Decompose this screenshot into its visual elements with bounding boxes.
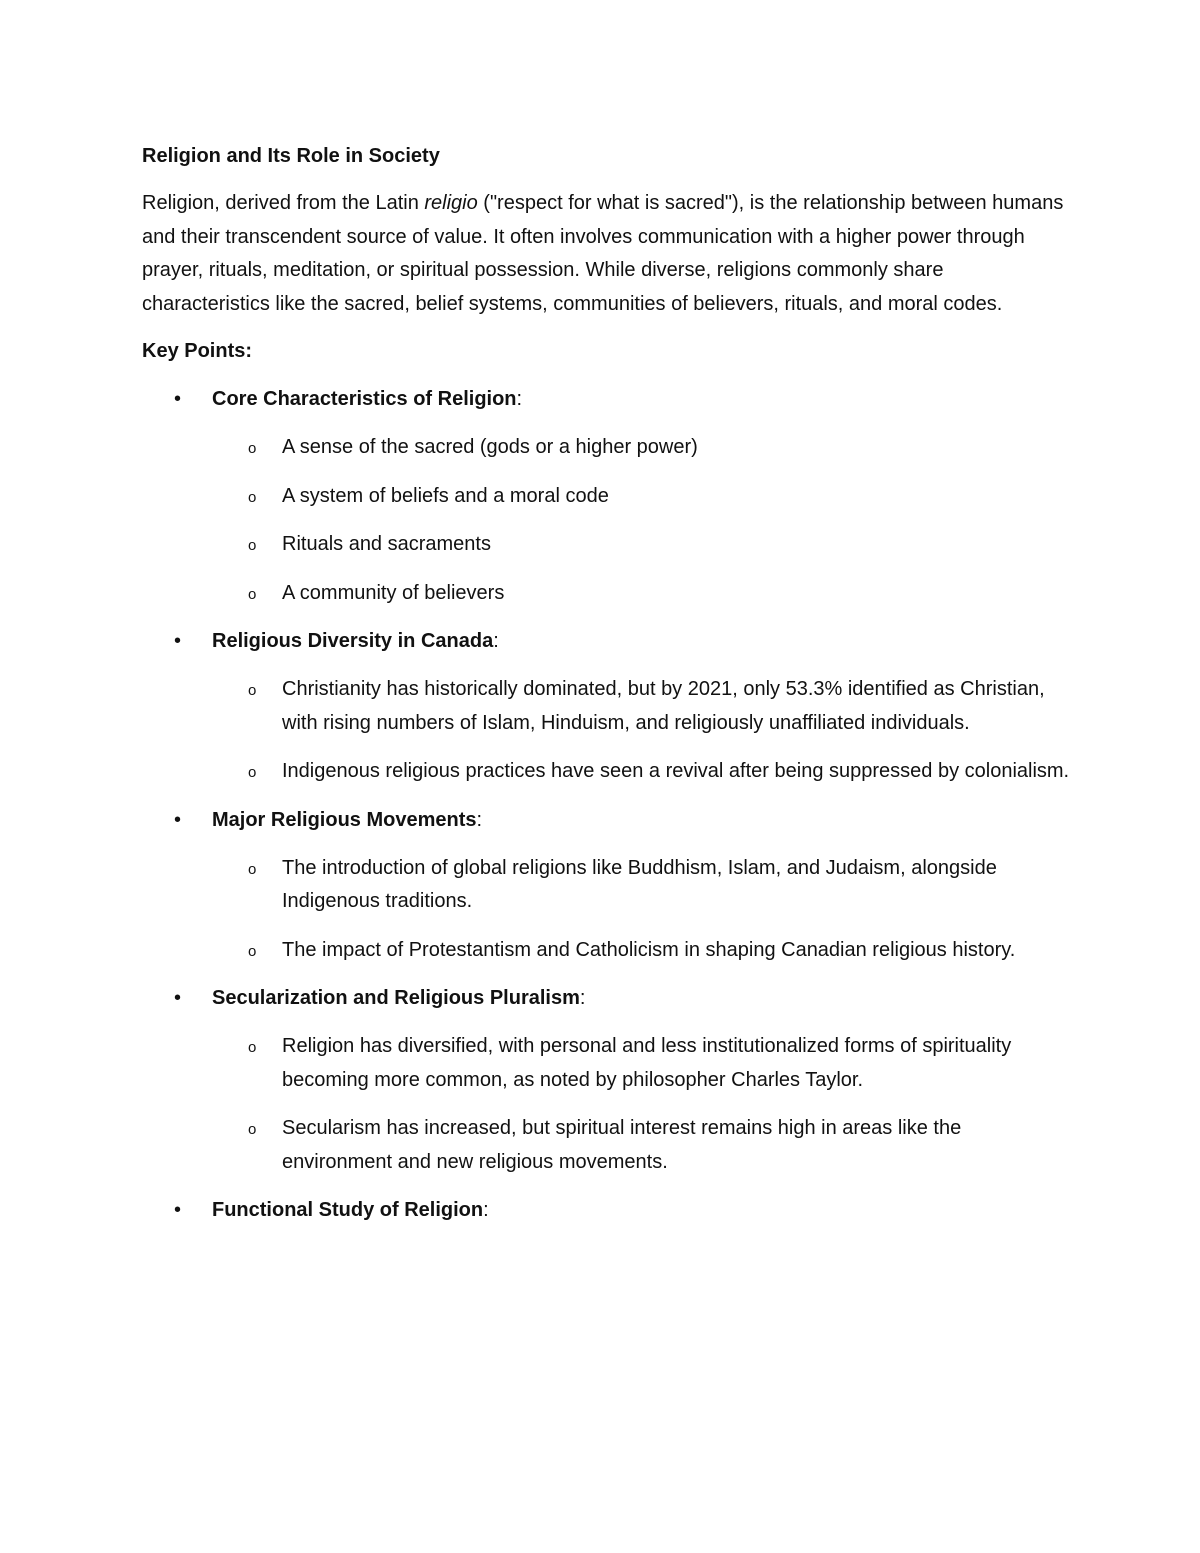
section-label: Religious Diversity in Canada: [212, 630, 494, 652]
sub-point: [142, 934, 1072, 968]
sub-point: [142, 431, 1072, 465]
sub-point-list: [142, 431, 1072, 610]
sub-point-text: A system of beliefs and a moral code: [282, 484, 609, 507]
circle-bullet-icon: o: [248, 440, 257, 457]
intro-text-start: Religion, derived from the Latin: [142, 192, 425, 214]
sub-point-text: Rituals and sacraments: [282, 533, 491, 555]
key-point-section: [142, 982, 1072, 1179]
section-heading: [142, 982, 1072, 1015]
sub-point-text: Indigenous religious practices have seen a revival after being suppressed by colonialism.: [282, 760, 1070, 782]
intro-latin-term: religio: [424, 192, 478, 214]
sub-point: [142, 755, 1072, 789]
sub-point: [142, 1030, 1072, 1097]
key-point-section: [142, 383, 1072, 610]
section-label-colon: :: [493, 630, 499, 652]
section-label: Functional Study of Religion: [212, 1199, 484, 1221]
section-label: Secularization and Religious Pluralism: [212, 987, 580, 1009]
key-point-section: [142, 804, 1072, 968]
key-point-section: [142, 1194, 1072, 1227]
document-title: Religion and Its Role in Society: [142, 145, 440, 167]
section-label-colon: :: [483, 1199, 489, 1221]
sub-point: [142, 1112, 1072, 1179]
bullet-icon: •: [174, 808, 182, 831]
sub-point-list: [142, 673, 1072, 789]
sub-point-list: [142, 1030, 1072, 1179]
sub-point-text: Christianity has historically dominated, but by 2021, only 53.3% identified as Christian, with rising numbers of Islam, Hinduism, and religiously unaffiliated individuals.: [282, 678, 1045, 734]
circle-bullet-icon: o: [248, 942, 257, 960]
sub-point-text: The impact of Protestantism and Catholicism in shaping Canadian religious history.: [282, 938, 1016, 961]
section-heading: [142, 383, 1072, 416]
sub-point-text: A community of believers: [282, 581, 505, 604]
section-heading: [142, 625, 1072, 658]
section-label-colon: :: [579, 987, 586, 1009]
sub-point-text: Secularism has increased, but spiritual interest remains high in areas like the environment and new religious movements.: [282, 1117, 962, 1173]
intro-paragraph: [142, 187, 1072, 321]
bullet-icon: •: [174, 1199, 182, 1221]
document-page: [142, 140, 1072, 1242]
sub-point-text: A sense of the sacred (gods or a higher power): [282, 436, 698, 458]
sub-point: [142, 528, 1072, 562]
section-heading: [142, 1194, 1072, 1227]
section-label-colon: :: [476, 808, 483, 831]
circle-bullet-icon: o: [248, 1039, 257, 1056]
sub-point: [142, 852, 1072, 919]
circle-bullet-icon: o: [248, 860, 257, 878]
sub-point: [142, 577, 1072, 611]
section-label-colon: :: [516, 388, 523, 410]
circle-bullet-icon: o: [248, 1121, 257, 1138]
bullet-icon: •: [174, 987, 182, 1009]
circle-bullet-icon: o: [248, 764, 257, 781]
bullet-icon: •: [174, 388, 182, 410]
key-point-section: [142, 625, 1072, 789]
intro-text-end: ("respect for what is sacred"), is the relationship between humans and their transcendent source of value. It often involves communication with a higher power through prayer, rituals, meditation, or spiritual possession. While diverse, religions commonly share characteristics like the sacred, belief systems, communities of believers, rituals, and moral codes.: [142, 192, 1064, 315]
circle-bullet-icon: o: [248, 585, 257, 603]
sub-point: [142, 673, 1072, 740]
sub-point: [142, 480, 1072, 514]
section-label: Major Religious Movements: [212, 808, 477, 831]
sub-point-text: Religion has diversified, with personal and less institutionalized forms of spirituality becoming more common, as noted by philosopher Charles Taylor.: [282, 1035, 1012, 1091]
key-points-list: [142, 383, 1072, 1227]
section-label: Core Characteristics of Religion: [212, 388, 517, 410]
sub-point-list: [142, 852, 1072, 968]
bullet-icon: •: [174, 630, 182, 652]
circle-bullet-icon: o: [248, 537, 257, 554]
sub-point-text: The introduction of global religions like Buddhism, Islam, and Judaism, alongside Indigenous traditions.: [282, 856, 997, 912]
circle-bullet-icon: o: [248, 682, 257, 699]
key-points-heading: Key Points:: [142, 340, 253, 362]
section-heading: [142, 804, 1072, 837]
circle-bullet-icon: o: [248, 488, 257, 506]
